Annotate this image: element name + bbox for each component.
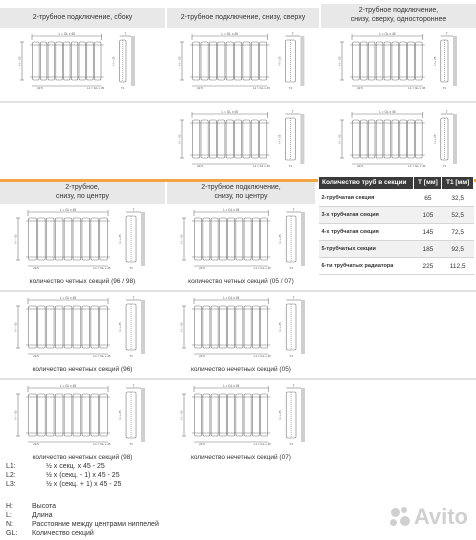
svg-text:22,5: 22,5 [199,354,205,358]
svg-text:T1: T1 [129,442,133,446]
svg-text:T1: T1 [442,86,447,90]
formula-l2: L2: ½ x (секц. - 1) x 45 - 25 [6,472,120,479]
legend-nipple-distance: N: Расстояние между центрами ниппелей [6,521,159,528]
svg-text:T1: T1 [289,354,293,358]
tube-spec-table [318,176,474,275]
svg-text:L = GL x 45: L = GL x 45 [221,32,238,37]
radiator-drawing [336,32,458,90]
svg-text:H + 25: H + 25 [432,134,437,144]
svg-text:T1: T1 [288,86,293,90]
svg-text:22,5: 22,5 [199,266,205,270]
radiator-drawing [12,296,150,358]
svg-text:H − 63: H − 63 [337,134,342,144]
svg-text:H − 63: H − 63 [17,56,22,66]
svg-text:22,5: 22,5 [197,86,203,90]
col-t: T [мм] [414,177,442,190]
radiator-diagram-even-05-07 [178,208,306,270]
svg-text:H + 25: H + 25 [111,56,116,66]
col-t1: T1 [мм] [442,177,474,190]
svg-text:T: T [291,110,294,115]
svg-text:L = GL x 45: L = GL x 45 [222,208,240,213]
radiator-drawing [12,208,150,270]
svg-text:H + 25: H + 25 [278,234,283,244]
svg-text:T1: T1 [289,442,293,446]
svg-text:H + 25: H + 25 [432,56,437,66]
svg-text:H − 63: H − 63 [13,410,18,420]
header-bottom-top-connection: 2-трубное подключение, снизу, сверху [167,8,319,28]
formula-l1: L1: ½ x секц. x 45 - 25 [6,463,105,470]
header-center-connection-2: 2-трубное подключение, снизу, по центру [167,182,315,204]
radiator-diagram-one-sided [336,32,458,90]
svg-text:L1 = GL x 45: L1 = GL x 45 [253,354,271,358]
svg-text:L = GL x 45: L = GL x 45 [59,208,77,213]
svg-text:H − 63: H − 63 [179,234,184,244]
radiator-diagram-odd-98 [12,384,150,446]
svg-text:T: T [132,208,135,213]
svg-text:T: T [445,110,448,115]
svg-text:L1 = GL x 45: L1 = GL x 45 [93,354,111,358]
svg-text:L = GL x 45: L = GL x 45 [222,384,240,389]
svg-text:22,5: 22,5 [357,86,363,90]
radiator-drawing [336,110,458,168]
caption-even-96-98: количество четных секций (96 / 98) [29,278,136,285]
svg-text:H − 63: H − 63 [177,134,182,144]
svg-text:L = GL x 45: L = GL x 45 [379,110,396,115]
radiator-drawing [178,296,306,358]
svg-text:T: T [445,32,448,37]
svg-text:22,5: 22,5 [37,86,43,90]
svg-text:22,5: 22,5 [33,266,39,270]
svg-text:L1 = GL x 45: L1 = GL x 45 [253,266,271,270]
svg-text:T1: T1 [289,266,293,270]
col-tube-count: Количество труб в секции [319,177,414,190]
svg-text:L1 = GL x 45: L1 = GL x 45 [408,86,426,90]
header-side-connection: 2-трубное подключение, сбоку [0,8,165,28]
svg-text:T: T [292,208,295,213]
svg-text:L1 = GL x 45: L1 = GL x 45 [408,164,426,168]
svg-text:T1: T1 [442,164,447,168]
svg-text:T: T [291,32,294,37]
table-row: 6-ти трубчатых радиатора 225 112,5 [319,258,474,275]
svg-text:22,5: 22,5 [33,442,39,446]
legend-section-count: GL: Количество секций [6,530,94,537]
svg-text:L1 = GL x 45: L1 = GL x 45 [253,442,271,446]
svg-text:H + 25: H + 25 [118,410,123,420]
table-row: 5-трубчатых секции 185 92,5 [319,241,474,258]
legend-height: H: Высота [6,503,57,510]
svg-text:T1: T1 [121,86,125,90]
radiator-diagram-bottom-top-2 [176,110,306,168]
radiator-drawing [176,110,306,168]
svg-text:H + 25: H + 25 [277,56,282,66]
radiator-diagram-one-sided-2 [336,110,458,168]
table-row: 4-х трубчатая секция 145 72,5 [319,224,474,241]
legend-length: L: Длина [6,512,53,519]
radiator-drawing [16,32,136,90]
svg-text:L = GL x 45: L = GL x 45 [58,32,75,37]
caption-even-05-07: количество четных секций (05 / 07) [188,278,294,285]
radiator-drawing [178,208,306,270]
svg-text:H − 63: H − 63 [13,322,18,332]
caption-odd-98: количество нечетных секций (98) [32,454,133,461]
radiator-diagram-odd-96 [12,296,150,358]
svg-text:H + 25: H + 25 [278,322,283,332]
radiator-diagram-bottom-top [176,32,306,90]
caption-odd-07: количество нечетных секций (07) [191,454,291,461]
radiator-diagram-odd-05 [178,296,306,358]
svg-text:22,5: 22,5 [33,354,39,358]
svg-text:H − 63: H − 63 [337,56,342,66]
svg-text:L1 = GL x 45: L1 = GL x 45 [252,86,270,90]
radiator-diagram-side [16,32,136,90]
header-center-connection: 2-трубное, снизу, по центру [0,182,165,204]
svg-text:L = GL x 45: L = GL x 45 [222,296,240,301]
caption-odd-96: количество нечетных секций (96) [32,366,133,373]
svg-text:T: T [292,384,295,389]
svg-text:H − 63: H − 63 [13,234,18,244]
svg-text:H − 63: H − 63 [179,410,184,420]
radiator-diagram-odd-07 [178,384,306,446]
svg-text:H + 25: H + 25 [278,410,283,420]
svg-text:T1: T1 [129,354,133,358]
svg-text:H − 63: H − 63 [177,56,182,66]
svg-text:T1: T1 [288,164,293,168]
svg-text:H + 25: H + 25 [118,234,123,244]
svg-text:T1: T1 [129,266,133,270]
svg-text:L = GL x 45: L = GL x 45 [59,384,77,389]
caption-odd-05: количество нечетных секций (05) [191,366,291,373]
svg-text:L1 = GL x 45: L1 = GL x 45 [93,442,111,446]
svg-text:H + 25: H + 25 [118,322,123,332]
svg-text:L1 = GL x 45: L1 = GL x 45 [87,86,105,90]
svg-text:L = GL x 45: L = GL x 45 [379,32,396,37]
svg-text:L = GL x 45: L = GL x 45 [221,110,238,115]
table-row: 3-х трубчатая секция 105 52,5 [319,207,474,224]
radiator-diagram-even-96-98 [12,208,150,270]
avito-watermark: Avito [389,504,468,530]
svg-text:T: T [292,296,295,301]
svg-text:L = GL x 45: L = GL x 45 [59,296,77,301]
radiator-drawing [12,384,150,446]
svg-text:22,5: 22,5 [197,164,203,168]
header-one-sided-connection: 2-трубное подключение, снизу, сверху, одностороннее [321,4,476,28]
svg-text:L1 = GL x 45: L1 = GL x 45 [93,266,111,270]
svg-text:T: T [132,384,135,389]
svg-text:22,5: 22,5 [199,442,205,446]
table-row: 2-трубчатая секция 65 32,5 [319,190,474,207]
svg-text:T: T [124,32,127,37]
svg-text:22,5: 22,5 [357,164,363,168]
svg-text:H − 63: H − 63 [179,322,184,332]
formula-l3: L3: ½ x (секц. + 1) x 45 - 25 [6,481,122,488]
svg-text:T: T [132,296,135,301]
svg-text:H + 25: H + 25 [277,134,282,144]
svg-text:L1 = GL x 45: L1 = GL x 45 [252,164,270,168]
table-header-row [319,177,474,190]
radiator-drawing [178,384,306,446]
radiator-drawing [176,32,306,90]
avito-logo-icon [389,506,411,528]
